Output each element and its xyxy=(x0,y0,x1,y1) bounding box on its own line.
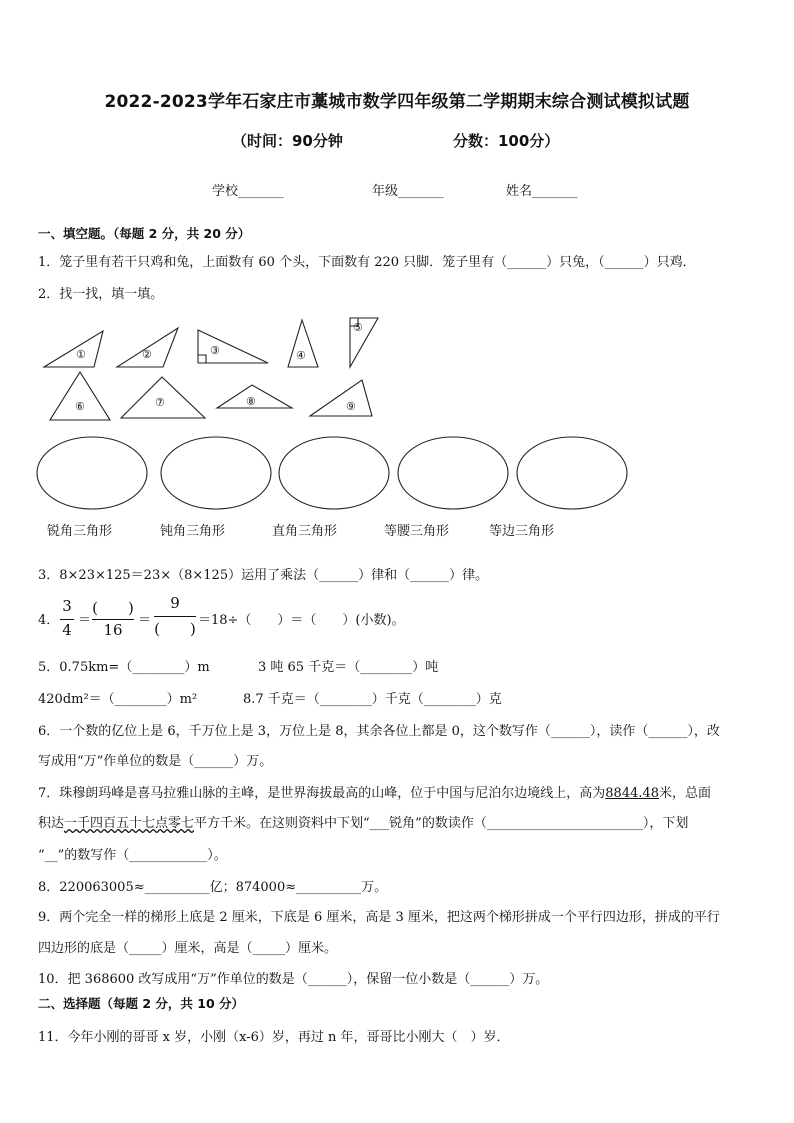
question-7-line-1 xyxy=(38,782,711,801)
fraction-2-denominator: 16 xyxy=(103,621,123,639)
question-11: 11．今年小刚的哥哥 x 岁，小刚（x-6）岁，再过 n 年，哥哥比小刚大（ ）岁． xyxy=(38,1030,510,1045)
question-9-line-2: 四边形的底是（_____）厘米，高是（_____）厘米。 xyxy=(38,941,338,956)
fraction-1-bar xyxy=(60,619,74,620)
exam-score: 分数：100分） xyxy=(453,132,560,150)
ellipse-equilateral xyxy=(517,437,627,509)
triangle-label-3: ③ xyxy=(210,344,220,357)
question-7-line-3: “__”的数写作（____________）。 xyxy=(38,848,227,863)
question-10: 10．把 368600 改写成用“万”作单位的数是（______），保留一位小数是（______）万。 xyxy=(38,972,549,987)
question-9-line-1: 9．两个完全一样的梯形上底是 2 厘米，下底是 6 厘米，高是 3 厘米，把这两个梯形拼成一个平行四边形，拼成的平行 xyxy=(38,910,720,925)
grade-field: 年级_______ xyxy=(372,184,444,199)
fraction-3-denominator: ( ) xyxy=(154,620,196,638)
triangle-label-4: ④ xyxy=(296,349,306,362)
fraction-1-denominator: 4 xyxy=(62,621,72,639)
triangle-label-2: ② xyxy=(142,348,152,361)
q7-area-words: 一千四百五十七点零七 xyxy=(64,816,195,831)
q7-text-2: 米，总面 xyxy=(659,786,712,801)
question-7-line-2 xyxy=(38,812,688,831)
fraction-2-numerator: ( ) xyxy=(92,599,134,617)
question-2: 2．找一找，填一填。 xyxy=(38,287,164,302)
equals-2: ＝ xyxy=(138,613,152,628)
fraction-3-bar xyxy=(154,616,196,617)
equals-1: ＝ xyxy=(78,613,92,628)
q7-text-1: 7．珠穆朗玛峰是喜马拉雅山脉的主峰，是世界海拔最高的山峰，位于中国与尼泊尔边境线上，高为 xyxy=(38,786,606,801)
right-angle-mark-3 xyxy=(198,355,206,363)
question-5b: 3 吨 65 千克＝（________）吨 xyxy=(258,660,439,675)
triangle-label-9: ⑨ xyxy=(346,400,356,413)
q7-text-3: 积达 xyxy=(38,816,65,831)
triangle-label-8: ⑧ xyxy=(246,395,256,408)
triangle-label-5: ⑤ xyxy=(353,321,363,334)
question-5a: 5．0.75km=（________）m xyxy=(38,660,210,675)
question-1: 1．笼子里有若干只鸡和兔，上面数有 60 个头，下面数有 220 只脚．笼子里有（______）只兔，（______）只鸡． xyxy=(38,255,696,270)
triangle-label-7: ⑦ xyxy=(155,396,165,409)
ellipse-label-right: 直角三角形 xyxy=(272,524,338,539)
ellipse-label-acute: 锐角三角形 xyxy=(47,524,113,539)
section-fill-blank: 一、填空题。（每题 2 分，共 20 分） xyxy=(38,226,251,241)
page-title: 2022-2023学年石家庄市藁城市数学四年级第二学期期末综合测试模拟试题 xyxy=(104,92,690,112)
name-field: 姓名_______ xyxy=(506,184,578,199)
fraction-1-numerator: 3 xyxy=(62,597,72,615)
q7-height-number: 8844.48 xyxy=(605,786,660,801)
ellipse-isosceles xyxy=(398,437,508,509)
q7-text-4: 平方千米。在这则资料中下划“___锐角”的数读作（________________________），下划 xyxy=(194,816,689,831)
triangle-1 xyxy=(44,331,103,367)
triangle-label-1: ① xyxy=(76,348,86,361)
ellipse-acute xyxy=(37,437,147,509)
question-4-rest: ＝18÷（ ）＝（ ）(小数)。 xyxy=(198,613,405,628)
triangle-label-6: ⑥ xyxy=(75,400,85,413)
question-3: 3．8×23×125＝23×（8×125）运用了乘法（______）律和（______）律。 xyxy=(38,568,489,583)
exam-time: （时间：90分钟 xyxy=(232,132,343,150)
ellipse-label-equilateral: 等边三角形 xyxy=(489,524,555,539)
fraction-2-bar xyxy=(92,619,134,620)
question-6-line-1: 6．一个数的亿位上是 6，千万位上是 3，万位上是 8，其余各位上都是 0，这个数写作（______），读作（______），改 xyxy=(38,724,720,739)
question-8: 8．220063005≈__________亿；874000≈__________万。 xyxy=(38,880,388,895)
triangle-3 xyxy=(198,330,268,363)
ellipse-label-obtuse: 钝角三角形 xyxy=(160,524,226,539)
ellipse-obtuse xyxy=(161,437,271,509)
question-4-prefix: 4． xyxy=(38,613,60,628)
ellipse-label-isosceles: 等腰三角形 xyxy=(384,524,450,539)
ellipse-right xyxy=(279,437,389,509)
fraction-3-numerator: 9 xyxy=(170,594,180,612)
triangle-9 xyxy=(310,380,372,416)
question-5c: 420dm²＝（________）m² xyxy=(38,692,198,707)
school-field: 学校_______ xyxy=(212,184,284,199)
question-6-line-2: 写成用“万”作单位的数是（______）万。 xyxy=(38,754,273,769)
section-multiple-choice: 二、选择题（每题 2 分，共 10 分） xyxy=(38,996,245,1011)
question-5d: 8.7 千克＝（________）千克（________）克 xyxy=(243,692,502,707)
